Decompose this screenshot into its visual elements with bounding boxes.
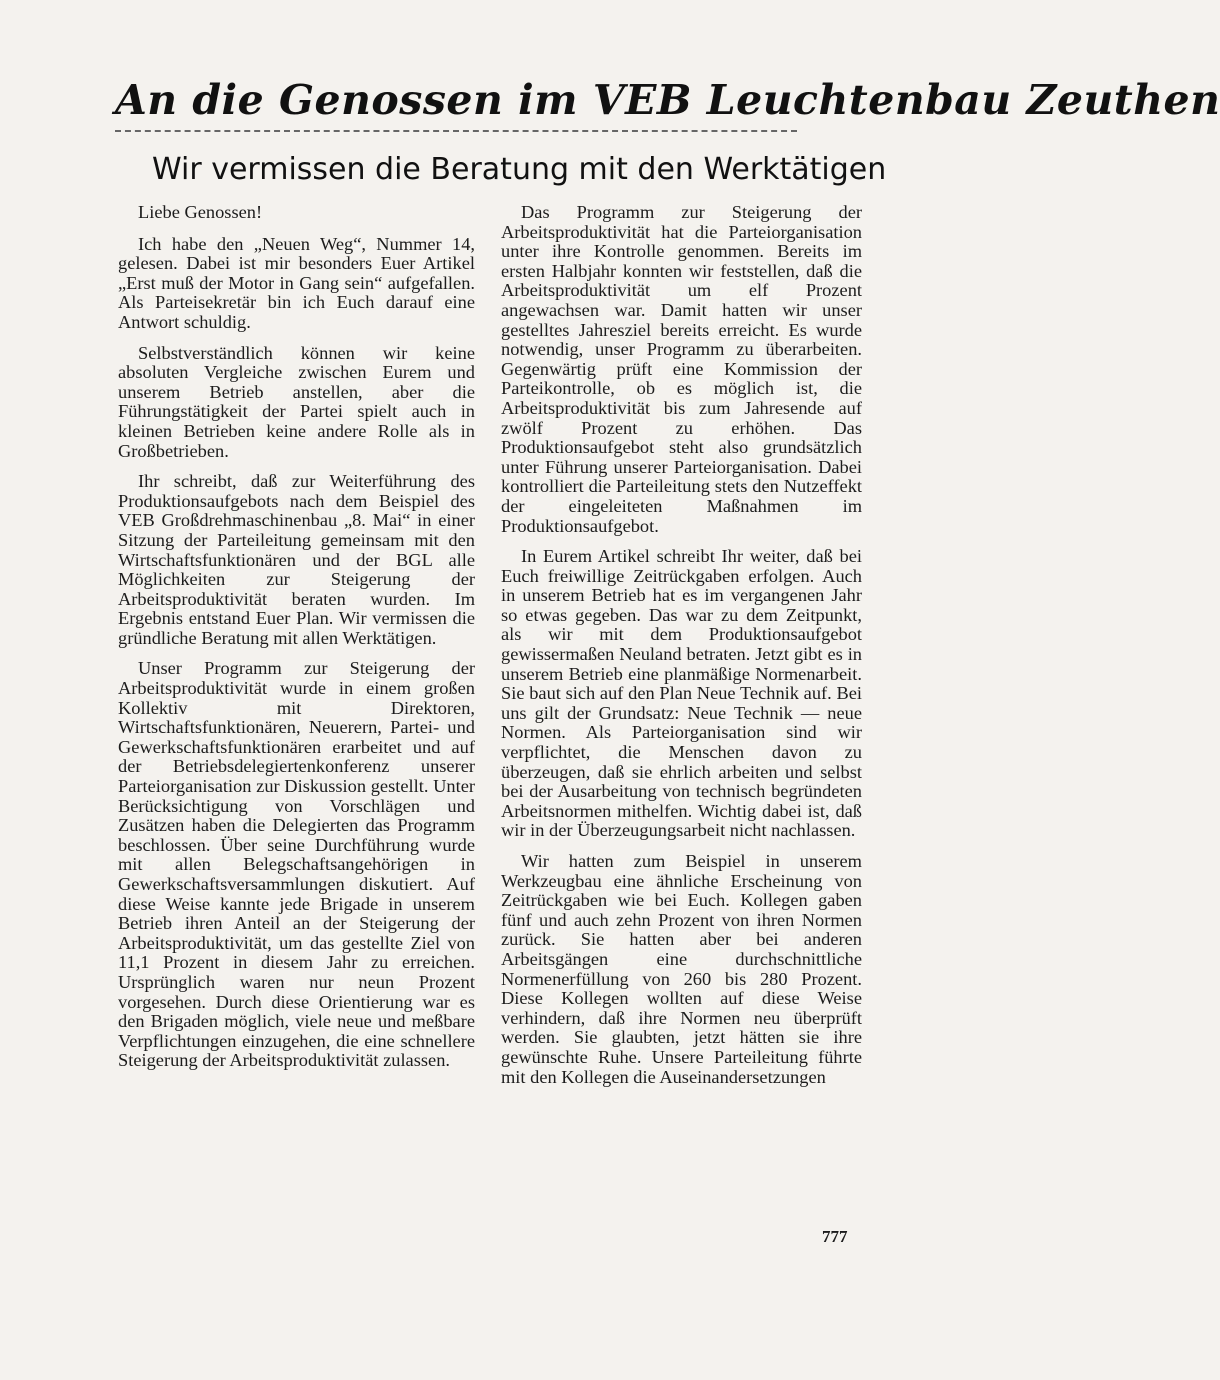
headline-rule <box>115 130 797 132</box>
paragraph: In Eurem Artikel schreibt Ihr weiter, daß bei Euch freiwillige Zeitrückgaben erfolgen. Auch in unserem Betrieb hat es im vergangenen Jahr so etwas gegeben. Das war zu dem Zeitpunkt, als wir mit dem Produktionsaufgebot gewissermaßen Neuland betraten. Jetzt gibt es in unserem Betrieb eine planmäßige Normenarbeit. Sie baut sich auf den Plan Neue Technik auf. Bei uns gilt der Grundsatz: Neue Technik — neue Normen. Als Parteiorganisation sind wir verpflichtet, die Menschen davon zu überzeugen, daß sie ehrlich arbeiten und selbst bei der Ausarbeitung von technisch begründeten Arbeitsnormen mithelfen. Wichtig dabei ist, daß wir in der Überzeugungsarbeit nicht nachlassen. <box>501 546 862 841</box>
paragraph: Ihr schreibt, daß zur Weiterführung des Produktionsaufgebots nach dem Beispiel des VEB Großdrehmaschinenbau „8. Mai“ in einer Sitzung der Parteileitung gemeinsam mit den Wirtschaftsfunktionären und der BGL alle Möglichkeiten zur Steigerung der Arbeitsproduktivität beraten wurden. Im Ergebnis entstand Euer Plan. Wir vermissen die gründliche Beratung mit allen Werktätigen. <box>118 471 475 648</box>
paragraph: Selbstverständlich können wir keine absoluten Vergleiche zwischen Eurem und unserem Betrieb anstellen, aber die Führungstätigkeit der Partei spielt auch in kleinen Betrieben keine andere Rolle als in Großbetrieben. <box>118 342 475 461</box>
right-column <box>501 203 862 1098</box>
headline: An die Genossen im VEB Leuchtenbau Zeuthen <box>115 76 1220 124</box>
page-number: 777 <box>822 1227 848 1246</box>
paragraph: Das Programm zur Steigerung der Arbeitsproduktivität hat die Parteiorganisation unter ihre Kontrolle genommen. Bereits im ersten Halbjahr konnten wir feststellen, daß die Arbeitsproduktivität um elf Prozent angewachsen war. Damit hatten wir unser gestelltes Jahresziel bereits erreicht. Es wurde notwendig, unser Programm zu überarbeiten. Gegenwärtig prüft eine Kommission der Parteikontrolle, ob es möglich ist, die Arbeitsproduktivität bis zum Jahresende auf zwölf Prozent zu erhöhen. Das Produktionsaufgebot steht also grundsätzlich unter Führung unserer Parteiorganisation. Dabei kontrolliert die Parteileitung stets den Nutzeffekt der eingeleiteten Maßnahmen im Produktionsaufgebot. <box>501 202 862 536</box>
paragraph: Ich habe den „Neuen Weg“, Nummer 14, gelesen. Dabei ist mir besonders Euer Artikel „Erst muß der Motor in Gang sein“ aufgefallen. Als Parteisekretär bin ich Euch darauf eine Antwort schuldig. <box>118 233 475 332</box>
paragraph: Wir hatten zum Beispiel in unserem Werkzeugbau eine ähnliche Erscheinung von Zeitrückgaben wie bei Euch. Kollegen gaben fünf und auch zehn Prozent von ihren Normen zurück. Sie hatten aber bei anderen Arbeitsgängen eine durchschnittliche Normenerfüllung von 260 bis 280 Prozent. Diese Kollegen wollten auf diese Weise verhindern, daß ihre Normen neu überprüft werden. Sie glaubten, jetzt hätten sie ihre gewünschte Ruhe. Unsere Parteileitung führte mit den Kollegen die Auseinandersetzungen <box>501 851 862 1087</box>
paragraph: Unser Programm zur Steigerung der Arbeitsproduktivität wurde in einem großen Kollektiv mit Direktoren, Wirtschaftsfunktionären, Neuerern, Partei- und Gewerkschaftsfunktionären erarbeitet und auf der Betriebsdelegiertenkonferenz unserer Parteiorganisation zur Diskussion gestellt. Unter Berücksichtigung von Vorschlägen und Zusätzen haben die Delegierten das Programm beschlossen. Über seine Durchführung wurde mit allen Belegschaftsangehörigen in Gewerkschaftsversammlungen diskutiert. Auf diese Weise kannte jede Brigade in unserem Betrieb ihren Anteil an der Steigerung der Arbeitsproduktivität, um das gestellte Ziel von 11,1 Prozent in diesem Jahr zu erreichen. Ursprünglich waren nur neun Prozent vorgesehen. Durch diese Orientierung war es den Brigaden möglich, viele neue und meßbare Verpflichtungen einzugehen, die eine schnellere Steigerung der Arbeitsproduktivität zulassen. <box>118 658 475 1071</box>
left-column <box>118 203 475 1082</box>
salutation: Liebe Genossen! <box>138 202 263 222</box>
subtitle: Wir vermissen die Beratung mit den Werktätigen <box>152 152 887 187</box>
